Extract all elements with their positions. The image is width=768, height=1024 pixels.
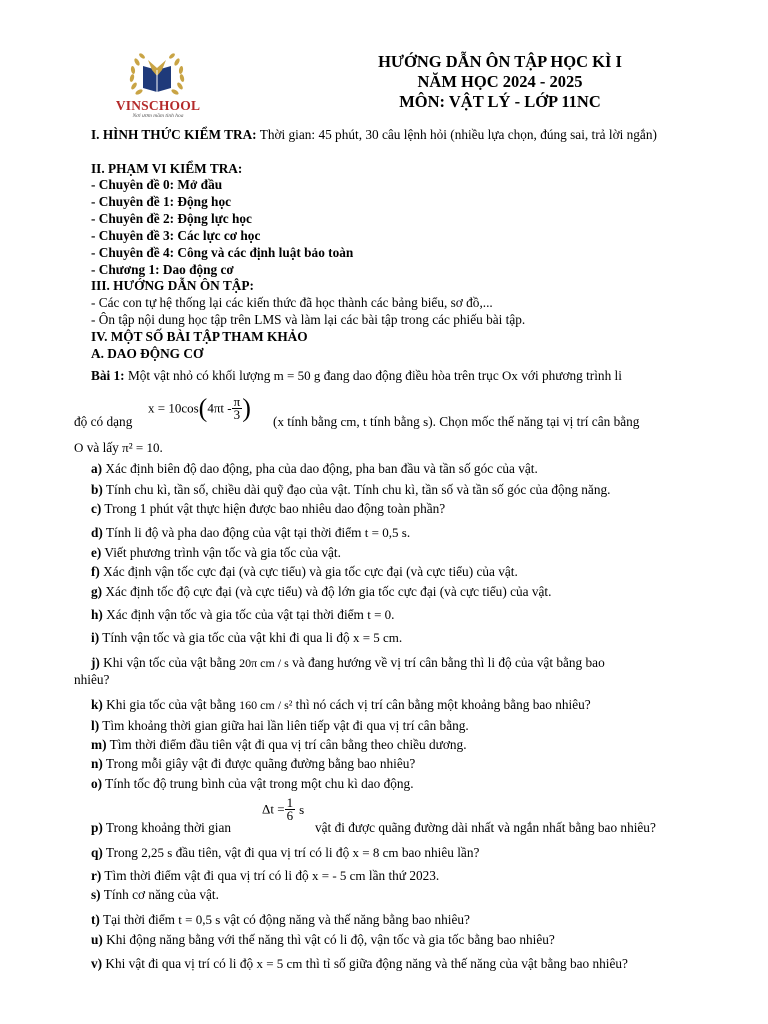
exercise-1-text: đang dao động điều hòa trên trục <box>320 368 503 383</box>
question-text: thì tỉ số giữa động năng và thế năng của vật bằng bao nhiêu? <box>302 956 628 971</box>
question-u <box>91 932 555 948</box>
scope-item <box>91 194 231 210</box>
section-4-title <box>91 329 308 345</box>
exercise-1-text: với phương trình li <box>517 368 622 383</box>
question-text: Xác định vận tốc và gia tốc của vật tại thời điểm <box>102 607 368 622</box>
title-line-3: MÔN: VẬT LÝ - LỚP 11NC <box>399 92 601 111</box>
question-key: l) <box>91 718 100 733</box>
question-t <box>91 912 470 928</box>
equation-fraction <box>232 396 243 421</box>
question-m <box>91 737 467 753</box>
exercise-1-line-3 <box>74 440 163 456</box>
fraction <box>285 797 296 822</box>
section-3-title <box>91 278 254 294</box>
section-1-text: Thời gian: 45 phút, 30 câu lệnh hỏi (nhiều lựa chọn, đúng sai, trả lời ngắn) <box>256 127 657 142</box>
math-x: x <box>277 414 284 429</box>
question-key: t) <box>91 912 100 927</box>
question-text: . <box>406 525 411 540</box>
question-p-rest: vật đi được quãng đường dài nhất và ngắn nhất bằng bao nhiêu? <box>315 820 656 835</box>
question-text: Trong 1 phút vật thực hiện được bao nhiêu dao động toàn phần? <box>101 501 446 516</box>
question-r <box>91 868 439 884</box>
question-n <box>91 756 415 772</box>
question-text: thì nó cách vị trí cân bằng một khoảng bằng bao nhiêu? <box>292 697 591 712</box>
question-text: Khi vật đi qua vị trí có li độ <box>102 956 257 971</box>
question-math: x = - 5 cm <box>312 868 366 883</box>
question-key: d) <box>91 525 103 540</box>
question-text: Viết phương trình vận tốc và gia tốc của vật. <box>101 545 341 560</box>
question-math: x = 5 cm <box>352 630 399 645</box>
question-text: Trong mỗi giây vật đi được quãng đường bằng bao nhiêu? <box>102 756 416 771</box>
exercise-1-line-1 <box>91 368 622 384</box>
question-text: Xác định vận tốc cực đại (và cực tiểu) và gia tốc cực đại (và cực tiểu) của vật. <box>99 564 518 579</box>
question-math: x = 8 cm <box>352 845 399 860</box>
scope-item-text: - Chuyên đề 4: Công và các định luật bảo toàn <box>91 245 354 260</box>
question-math: 20π cm / s <box>239 656 289 670</box>
question-key: f) <box>91 564 100 579</box>
guide-item: - Các con tự hệ thống lại các kiến thức đã học thành các bảng biểu, sơ đồ,... <box>91 295 493 310</box>
question-key: j) <box>91 655 100 670</box>
question-key: h) <box>91 607 103 622</box>
equation-left: x = 10cos <box>148 400 199 416</box>
fraction-denominator: 3 <box>233 407 241 422</box>
section-3-title-text: III. HƯỚNG DẪN ÔN TẬP: <box>91 278 254 293</box>
question-key: p) <box>91 820 103 835</box>
exercise-1-line-2-start: độ có dạng <box>74 414 133 429</box>
scope-item <box>91 211 252 227</box>
section-2-title-text: II. PHẠM VI KIỂM TRA: <box>91 161 243 176</box>
section-2-title <box>91 161 242 177</box>
question-key: c) <box>91 501 102 516</box>
question-math: 160 cm / s² <box>239 698 293 712</box>
question-text: vật có động năng và thế năng bằng bao nhiêu? <box>220 912 470 927</box>
question-math: t = 0 <box>367 607 392 622</box>
math-cm: cm <box>340 414 357 429</box>
equation <box>148 393 251 432</box>
math-mass: m = 50 g <box>273 368 321 383</box>
question-text: Khi động năng bằng với thế năng thì vật có li độ, vận tốc và gia tốc bằng bao nhiêu? <box>102 932 555 947</box>
math-t: t <box>363 414 367 429</box>
question-text: Tính tốc độ trung bình của vật trong một chu kì dao động. <box>102 776 414 791</box>
exercise-1-label: Bài 1: <box>91 368 125 383</box>
question-s <box>91 887 219 903</box>
paren-left: ( <box>198 393 208 423</box>
question-key: r) <box>91 868 102 883</box>
question-math: t = 0,5 s <box>364 525 407 540</box>
exercise-1-text: tính bằng <box>366 414 424 429</box>
question-text: Tính li độ và pha dao động của vật tại thời điểm <box>102 525 365 540</box>
paren-right: ) <box>242 393 251 423</box>
scope-item <box>91 228 260 244</box>
question-c <box>91 501 445 517</box>
question-text: Xác định tốc độ cực đại (và cực tiểu) và độ lớn gia tốc cực đại (và cực tiểu) của vật. <box>102 584 552 599</box>
equation-inner: 4πt - <box>207 400 232 416</box>
vinschool-logo <box>103 46 211 122</box>
exercise-1-line-2-end <box>273 414 639 430</box>
question-k <box>91 697 591 713</box>
question-math: 2,25 s <box>141 845 173 860</box>
question-text: Trong khoảng thời gian <box>102 820 232 835</box>
question-text: lần thứ 2023. <box>365 868 440 883</box>
question-f <box>91 564 518 580</box>
fraction-numerator: 1 <box>286 795 294 810</box>
question-text: Tính chu kì, tần số, chiều dài quỹ đạo của vật. Tính chu kì, tần số và tần số góc của động năng. <box>102 482 611 497</box>
question-e <box>91 545 341 561</box>
laurel-book-emblem-icon <box>103 46 211 102</box>
delta-t-fraction <box>262 797 304 833</box>
math-O: O <box>74 440 84 455</box>
section-4-title-text: IV. MỘT SỐ BÀI TẬP THAM KHẢO <box>91 329 308 344</box>
question-key: k) <box>91 697 103 712</box>
math-pi-squared: π² = 10 <box>122 440 160 455</box>
question-key: n) <box>91 756 103 771</box>
question-key: g) <box>91 584 103 599</box>
question-text: bao nhiêu lần? <box>398 845 480 860</box>
question-text: Tìm thời điểm vật đi qua vị trí có li độ <box>101 868 312 883</box>
question-key: e) <box>91 545 102 560</box>
question-b <box>91 482 610 498</box>
section-1 <box>74 127 730 143</box>
question-key: v) <box>91 956 103 971</box>
question-key: m) <box>91 737 107 752</box>
question-text: . <box>398 630 403 645</box>
exercise-1-text: Một vật nhỏ có khối lượng <box>124 368 274 383</box>
question-text: Khi vận tốc của vật bằng <box>99 655 240 670</box>
title-line-1: HƯỚNG DẪN ÔN TẬP HỌC KÌ I <box>378 52 622 71</box>
question-text: Tại thời điểm <box>99 912 179 927</box>
exercise-1-text: ). Chọn mốc thế năng tại vị trí cân bằng <box>428 414 640 429</box>
exercise-1-text: ( <box>273 414 278 429</box>
question-text: . <box>391 607 395 622</box>
delta-t-label: Δt = <box>262 801 285 817</box>
scope-item-text: - Chương 1: Dao động cơ <box>91 262 234 277</box>
scope-item-text: - Chuyên đề 0: Mở đầu <box>91 177 223 192</box>
logo-wordmark: VINSCHOOL <box>115 98 201 113</box>
exercise-1-text: , <box>356 414 363 429</box>
logo-tagline: Nơi ươm mầm tinh hoa <box>132 113 184 119</box>
question-text: đầu tiên, vật đi qua vị trí có li độ <box>172 845 353 860</box>
question-o <box>91 776 414 792</box>
scope-item <box>91 262 234 278</box>
title-line-2: NĂM HỌC 2024 - 2025 <box>417 72 583 91</box>
question-h <box>91 607 395 623</box>
scope-item-text: - Chuyên đề 1: Động học <box>91 194 232 209</box>
question-key: o) <box>91 776 103 791</box>
question-text: Khi gia tốc của vật bằng <box>102 697 240 712</box>
question-text: Tìm khoảng thời gian giữa hai lần liên tiếp vật đi qua vị trí cân bằng. <box>99 718 469 733</box>
question-key: b) <box>91 482 103 497</box>
section-4-subtitle <box>91 346 203 362</box>
question-j <box>91 655 605 671</box>
fraction-denominator: 6 <box>286 808 294 823</box>
question-key: i) <box>91 630 100 645</box>
question-a <box>91 461 538 477</box>
question-j-continued: nhiêu? <box>74 672 110 687</box>
question-key: u) <box>91 932 103 947</box>
question-d <box>91 525 410 541</box>
question-key: s) <box>91 887 101 902</box>
fraction-numerator: π <box>233 394 241 409</box>
section-1-title: I. HÌNH THỨC KIỂM TRA: <box>91 127 257 142</box>
question-text: Trong <box>102 845 142 860</box>
question-text: Tính vận tốc và gia tốc của vật khi đi qua li độ <box>99 630 353 645</box>
section-4-subtitle-text: A. DAO ĐỘNG CƠ <box>91 346 204 361</box>
math-axis: Ox <box>502 368 518 383</box>
question-key: a) <box>91 461 103 476</box>
question-p <box>91 820 231 836</box>
exercise-1-text: và lấy <box>83 440 123 455</box>
question-l <box>91 718 469 734</box>
question-q <box>91 845 479 861</box>
delta-t-unit: s <box>299 801 305 817</box>
scope-item-text: - Chuyên đề 2: Động lực học <box>91 211 252 226</box>
scope-item-text: - Chuyên đề 3: Các lực cơ học <box>91 228 261 243</box>
question-text: Xác định biên độ dao động, pha của dao động, pha ban đầu và tần số góc của vật. <box>102 461 538 476</box>
question-text: Tìm thời điểm đầu tiên vật đi qua vị trí cân bằng theo chiều dương. <box>106 737 467 752</box>
question-v <box>91 956 628 972</box>
question-i <box>91 630 402 646</box>
question-key: q) <box>91 845 103 860</box>
scope-item <box>91 245 353 261</box>
math-s: s <box>423 414 429 429</box>
scope-item <box>91 177 222 193</box>
guide-item: - Ôn tập nội dung học tập trên LMS và làm lại các bài tập trong các phiếu bài tập. <box>91 312 526 327</box>
question-text: và đang hướng về vị trí cân bằng thì li độ của vật bằng bao <box>288 655 605 670</box>
question-text: Tính cơ năng của vật. <box>100 887 219 902</box>
question-math: t = 0,5 s <box>178 912 221 927</box>
exercise-1-text: tính bằng <box>283 414 341 429</box>
exercise-1-text: . <box>159 440 163 455</box>
question-math: x = 5 cm <box>256 956 303 971</box>
question-g <box>91 584 551 600</box>
